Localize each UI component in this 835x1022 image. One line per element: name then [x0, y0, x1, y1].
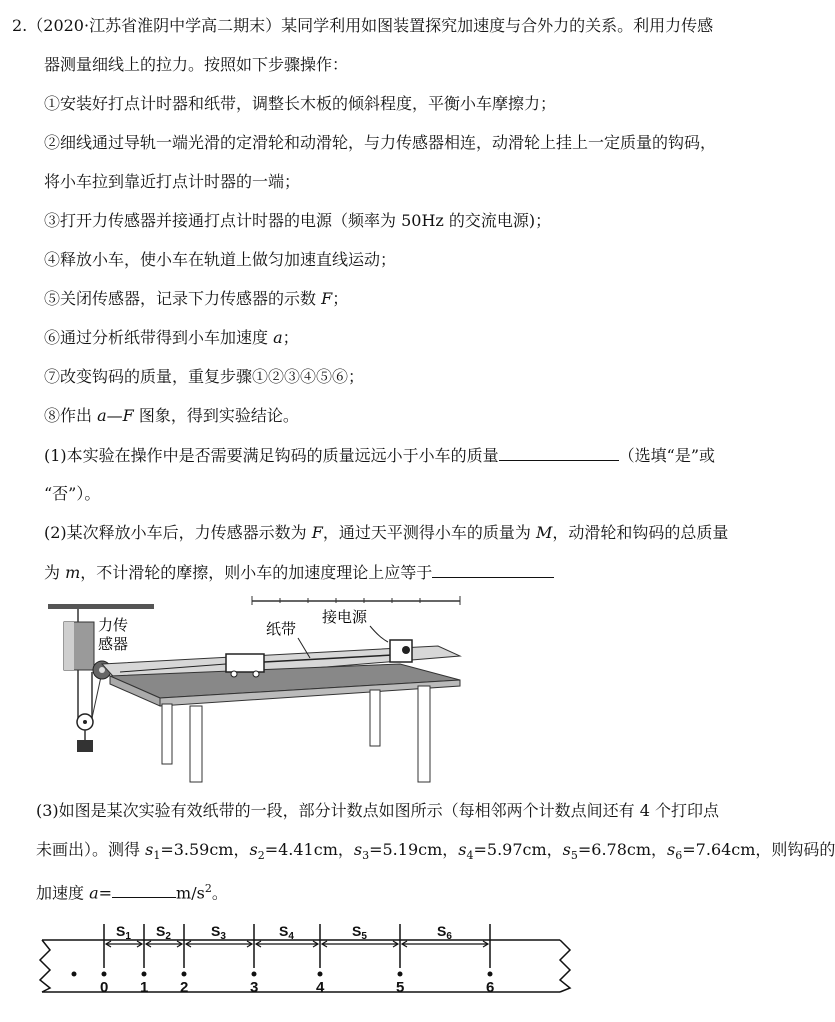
counting-point [102, 972, 107, 977]
var-M: M [535, 523, 553, 542]
var-s: s [353, 840, 363, 859]
q2-line-1 [44, 522, 728, 544]
question-intro-1: 某同学利用如图装置探究加速度与合外力的关系。利用力传感 [281, 16, 714, 35]
s5-value: =6.78cm， [577, 840, 668, 859]
step-8 [44, 405, 299, 427]
step-2a: ②细线通过导轨一端光滑的定滑轮和动滑轮，与力传感器相连，动滑轮上挂上一定质量的钩码， [44, 133, 717, 152]
step-6-end: ； [282, 328, 299, 347]
point-label: 2 [180, 979, 189, 996]
sensor-label-1: 力传 [98, 617, 129, 634]
point-label: 1 [140, 979, 149, 996]
interval-label: $S_4$ [279, 923, 294, 942]
counting-point [252, 972, 257, 977]
interval-label: $S_1$ [116, 923, 131, 942]
step-8-end: 图象，得到实验结论。 [133, 406, 299, 425]
var-s: s [562, 840, 571, 859]
q3-line-2 [36, 839, 835, 867]
var-F: F [311, 523, 323, 542]
q3-end: 。 [211, 883, 228, 903]
q1-answer-blank[interactable] [499, 444, 619, 461]
step-3: ③打开力传感器并接通打点计时器的电源（频率为 50Hz 的交流电源)； [44, 211, 552, 230]
extra-dot [72, 972, 77, 977]
q1-line-1 [44, 444, 715, 467]
step-2b: 将小车拉到靠近打点计时器的一端； [44, 172, 301, 191]
q2-line2-post: ，不计滑轮的摩擦，则小车的加速度理论上应等于 [80, 563, 433, 582]
step-5-text: ⑤关闭传感器，记录下力传感器的示数 [44, 289, 322, 308]
q2-answer-blank[interactable] [432, 561, 554, 578]
var-F: F [321, 289, 333, 308]
step-6 [44, 327, 299, 349]
point-label: 5 [396, 979, 405, 996]
subscript: 3 [362, 849, 370, 863]
subscript: 4 [466, 849, 474, 863]
tape-figure [30, 914, 590, 1010]
var-a: a [89, 883, 99, 903]
s3-value: =5.19cm， [369, 840, 459, 859]
q3-line-1: (3)如图是某次实验有效纸带的一段，部分计数点如图所示（每相邻两个计数点间还有 4 个打印点 [36, 801, 720, 820]
interval-label: $S_6$ [437, 923, 452, 942]
q3-line2-pre: 未画出）。测得 [36, 840, 146, 859]
q2-line2-pre: 为 [44, 563, 66, 582]
s6-value: =7.64cm，则钩码的 [682, 840, 835, 859]
interval-label: $S_3$ [211, 923, 226, 942]
tape-left-zigzag [40, 940, 50, 992]
var-a: a [273, 328, 283, 347]
step-4: ④释放小车，使小车在轨道上做匀加速直线运动； [44, 250, 397, 269]
q2-pre: (2)某次释放小车后，力传感器示数为 [44, 523, 312, 542]
question-number: 2. [12, 16, 28, 35]
var-s: s [145, 840, 154, 859]
tape-label: 纸带 [266, 621, 297, 638]
point-label: 0 [100, 979, 109, 996]
question-source: （2020·江苏省淮阴中学高二期末） [27, 16, 282, 35]
step-1: ①安装好打点计时器和纸带，调整长木板的倾斜程度，平衡小车摩擦力； [44, 94, 557, 113]
table-leg [190, 706, 202, 782]
q2-line-2 [44, 561, 554, 584]
point-label: 4 [316, 979, 325, 996]
interval-label: $S_5$ [352, 923, 367, 942]
table-leg [370, 690, 380, 746]
counting-point [142, 972, 147, 977]
subscript: 6 [675, 849, 683, 863]
var-s: s [667, 840, 676, 859]
subscript: 1 [153, 849, 161, 863]
var-s: s [249, 840, 258, 859]
var-m: m [65, 563, 81, 582]
apparatus-figure [40, 594, 480, 786]
var-F: F [122, 406, 134, 425]
question-header [12, 15, 713, 37]
dash: — [106, 406, 123, 425]
q1-after: （选填“是”或 [618, 446, 716, 465]
q1-line-2: “否”）。 [44, 484, 101, 503]
q1-text: (1)本实验在操作中是否需要满足钩码的质量远远小于小车的质量 [44, 446, 499, 465]
q2-mid1: ，通过天平测得小车的质量为 [322, 523, 536, 542]
step-7: ⑦改变钩码的质量，重复步骤①②③④⑤⑥； [44, 367, 365, 386]
s4-value: =5.97cm， [473, 840, 563, 859]
counting-point [398, 972, 403, 977]
q2-mid2: ，动滑轮和钩码的总质量 [552, 523, 729, 542]
point-label: 3 [250, 979, 259, 996]
table-leg [418, 686, 430, 782]
step-6-text: ⑥通过分析纸带得到小车加速度 [44, 328, 274, 347]
counting-point [488, 972, 493, 977]
subscript: 5 [570, 849, 578, 863]
s2-value: =4.41cm， [264, 840, 354, 859]
step-8-text: ⑧作出 [44, 406, 98, 425]
cart [226, 654, 264, 672]
top-support-beam [48, 604, 154, 609]
interval-label: $S_2$ [156, 923, 171, 942]
point-label: 6 [486, 979, 495, 996]
q3-answer-blank[interactable] [112, 881, 176, 898]
unit-exponent: 2 [204, 882, 212, 895]
var-a: a [97, 406, 107, 425]
q3-line-3 [36, 878, 228, 904]
q3-line3-pre: 加速度 [36, 883, 90, 903]
sensor-label-2: 感器 [98, 636, 129, 653]
step-5-end: ； [332, 289, 349, 308]
subscript: 2 [257, 849, 265, 863]
tape-right-zigzag [560, 940, 570, 992]
table-leg [162, 704, 172, 764]
question-intro-2: 器测量细线上的拉力。按照如下步骤操作： [44, 55, 349, 74]
step-5 [44, 288, 348, 310]
equals: = [98, 883, 113, 903]
unit: m/s [176, 883, 205, 903]
power-label: 接电源 [322, 609, 368, 626]
counting-point [318, 972, 323, 977]
hook-weight [77, 740, 93, 752]
s1-value: =3.59cm， [160, 840, 250, 859]
counting-point [182, 972, 187, 977]
var-s: s [458, 840, 467, 859]
